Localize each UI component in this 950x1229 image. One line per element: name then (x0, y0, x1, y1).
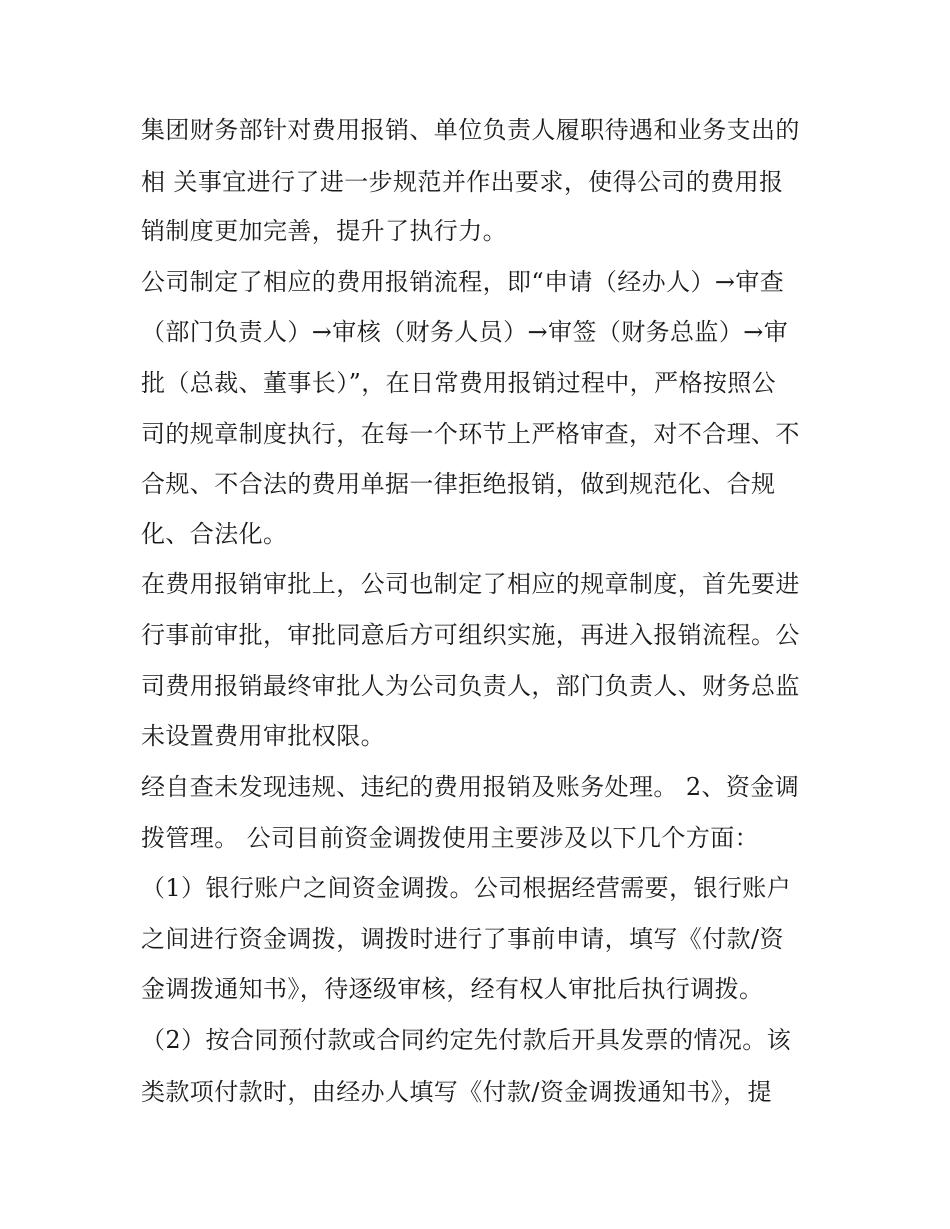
text-line: （1）银行账户之间资金调拨。公司根据经营需要，银行账户 (141, 874, 792, 902)
text-line: 行事前审批，审批同意后方可组织实施，再进入报销流程。公 (141, 621, 800, 649)
text-line: 司费用报销最终审批人为公司负责人，部门负责人、财务总监 (141, 672, 800, 700)
text-line: 合规、不合法的费用单据一律拒绝报销，做到规范化、合规 (141, 470, 776, 498)
text-line: （2）按合同预付款或合同约定先付款后开具发票的情况。该 (141, 1026, 792, 1054)
text-line: 批（总裁、董事长）”，在日常费用报销过程中，严格按照公 (141, 369, 777, 397)
text-line: 经自查未发现违规、违纪的费用报销及账务处理。 2、资金调 (141, 773, 800, 801)
text-line: 公司制定了相应的费用报销流程，即“申请（经办人）→审查 (141, 268, 785, 296)
text-line: 销制度更加完善，提升了执行力。 (141, 217, 507, 245)
text-line: 司的规章制度执行，在每一个环节上严格审查，对不合理、不 (141, 420, 800, 448)
text-line: 类款项付款时，由经办人填写《付款/资金调拨通知书》，提 (141, 1078, 772, 1106)
text-line: 化、合法化。 (141, 520, 288, 548)
text-line: 之间进行资金调拨，调拨时进行了事前申请，填写《付款/资 (141, 925, 784, 953)
text-line: 未设置费用审批权限。 (141, 722, 385, 750)
text-line: 相 关事宜进行了进一步规范并作出要求，使得公司的费用报 (141, 168, 784, 196)
text-line: 集团财务部针对费用报销、单位负责人履职待遇和业务支出的 (141, 116, 800, 144)
text-line: （部门负责人）→审核（财务人员）→审签（财务总监）→审 (141, 318, 789, 346)
text-line: 在费用报销审批上，公司也制定了相应的规章制度，首先要进 (141, 570, 800, 598)
text-line: 拨管理。 公司目前资金调拨使用主要涉及以下几个方面： (141, 824, 760, 852)
text-line: 金调拨通知书》，待逐级审核，经有权人审批后执行调拨。 (141, 975, 764, 1003)
